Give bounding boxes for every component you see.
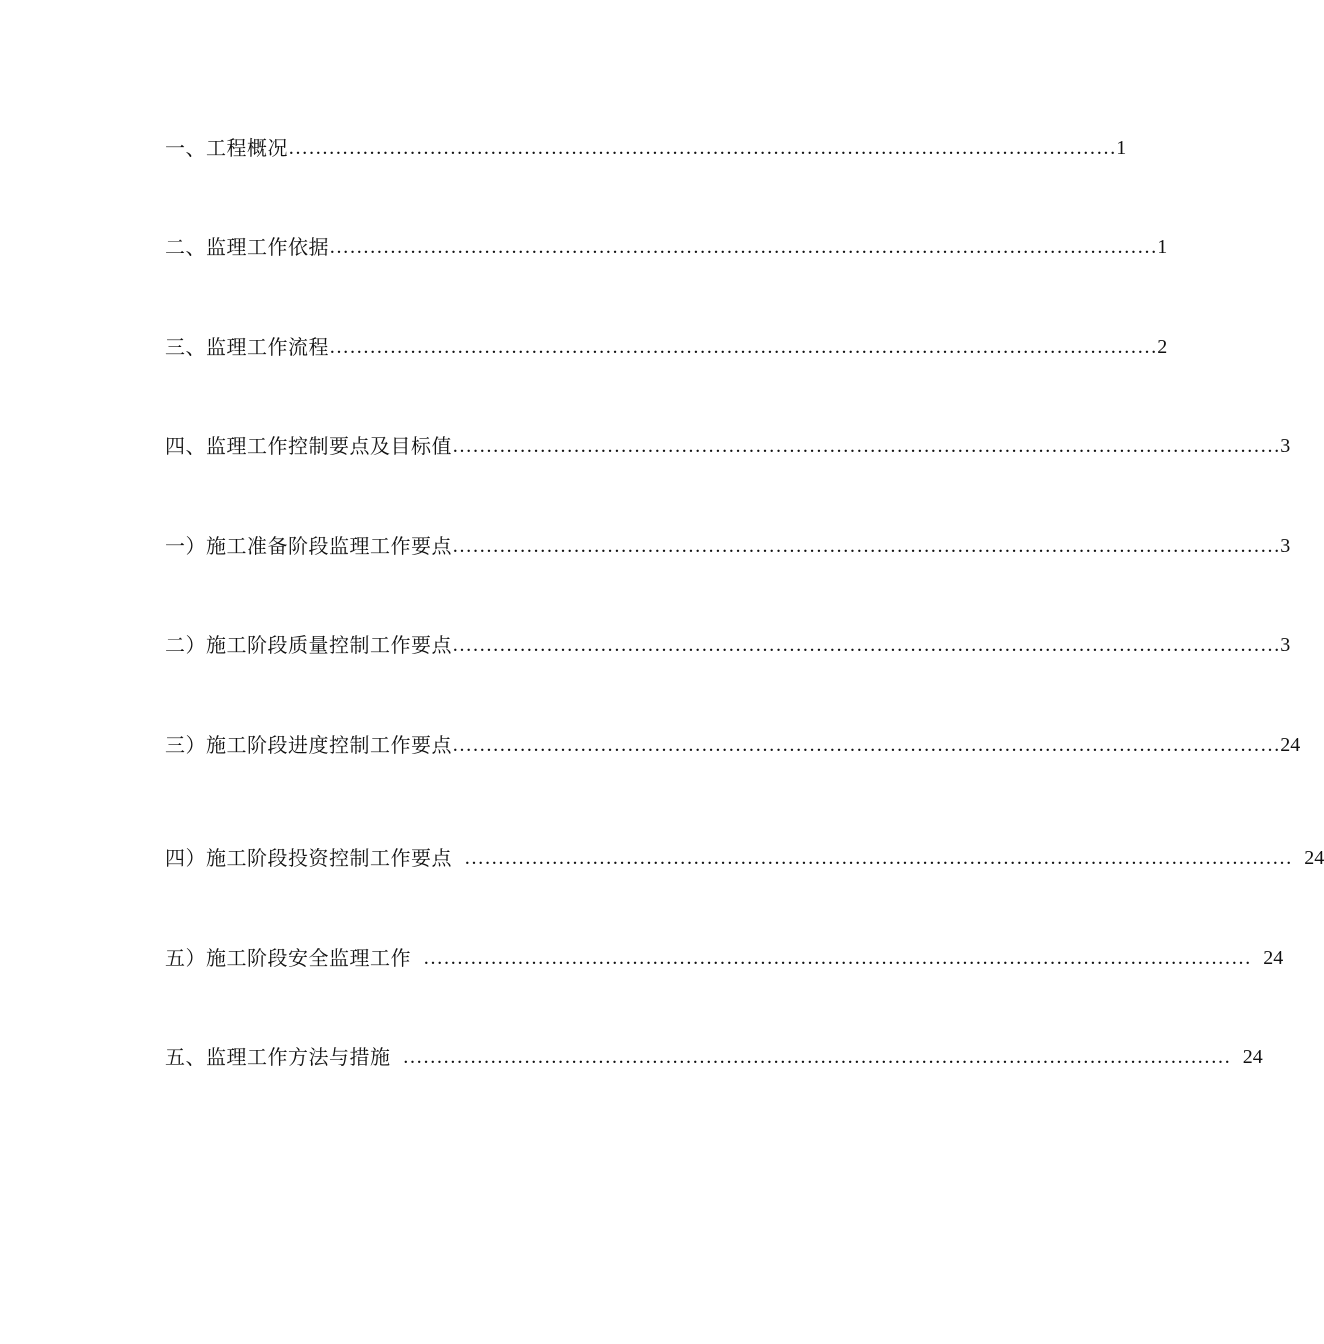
toc-entry-9[interactable]	[165, 943, 1284, 973]
toc-leader-dots: ……………………………………………………………………………………………………………	[402, 1046, 1231, 1068]
toc-entry-page: 1	[1157, 236, 1168, 258]
toc-leader-dots: ……………………………………………………………………………………………………………	[329, 336, 1158, 358]
toc-entry-page: 3	[1280, 435, 1291, 457]
toc-entry-page: 1	[1116, 137, 1127, 159]
toc-entry-page: 24	[1304, 847, 1324, 869]
toc-leader-dots: ……………………………………………………………………………………………………………	[452, 734, 1281, 756]
toc-entry-page: 2	[1157, 336, 1168, 358]
toc-entry-title: 五、监理工作方法与措施	[165, 1045, 391, 1069]
toc-leader-dots: ……………………………………………………………………………………………………………	[423, 947, 1252, 969]
toc-entry-title: 四、监理工作控制要点及目标值	[165, 434, 452, 458]
toc-entry-title: 五）施工阶段安全监理工作	[165, 946, 411, 970]
toc-entry-title: 三、监理工作流程	[165, 335, 329, 359]
toc-entry-2[interactable]	[165, 232, 1168, 262]
toc-entry-6[interactable]	[165, 630, 1291, 660]
toc-entry-title: 三）施工阶段进度控制工作要点	[165, 733, 452, 757]
toc-entry-page: 3	[1280, 535, 1291, 557]
toc-entry-page: 24	[1263, 947, 1284, 969]
toc-entry-title: 二、监理工作依据	[165, 235, 329, 259]
toc-leader-dots: ……………………………………………………………………………………………………………	[329, 236, 1158, 258]
toc-leader-dots: ……………………………………………………………………………………………………………	[452, 435, 1281, 457]
toc-entry-title: 一）施工准备阶段监理工作要点	[165, 534, 452, 558]
toc-entry-page: 24	[1280, 734, 1301, 756]
toc-entry-page: 3	[1280, 634, 1291, 656]
toc-entry-8[interactable]	[165, 843, 1324, 873]
toc-entry-title: 四）施工阶段投资控制工作要点	[165, 846, 452, 870]
toc-entry-5[interactable]	[165, 531, 1291, 561]
toc-entry-3[interactable]	[165, 332, 1168, 362]
toc-leader-dots: ……………………………………………………………………………………………………………	[464, 847, 1293, 869]
toc-entry-10[interactable]	[165, 1042, 1263, 1072]
toc-entry-4[interactable]	[165, 431, 1291, 461]
toc-leader-dots: ……………………………………………………………………………………………………………	[452, 634, 1281, 656]
toc-entry-1[interactable]	[165, 133, 1127, 163]
toc-entry-title: 一、工程概况	[165, 136, 288, 160]
toc-entry-7[interactable]	[165, 730, 1301, 760]
toc-entry-page: 24	[1242, 1046, 1263, 1068]
toc-leader-dots: ……………………………………………………………………………………………………………	[452, 535, 1281, 557]
toc-entry-title: 二）施工阶段质量控制工作要点	[165, 633, 452, 657]
toc-leader-dots: ……………………………………………………………………………………………………………	[288, 137, 1117, 159]
